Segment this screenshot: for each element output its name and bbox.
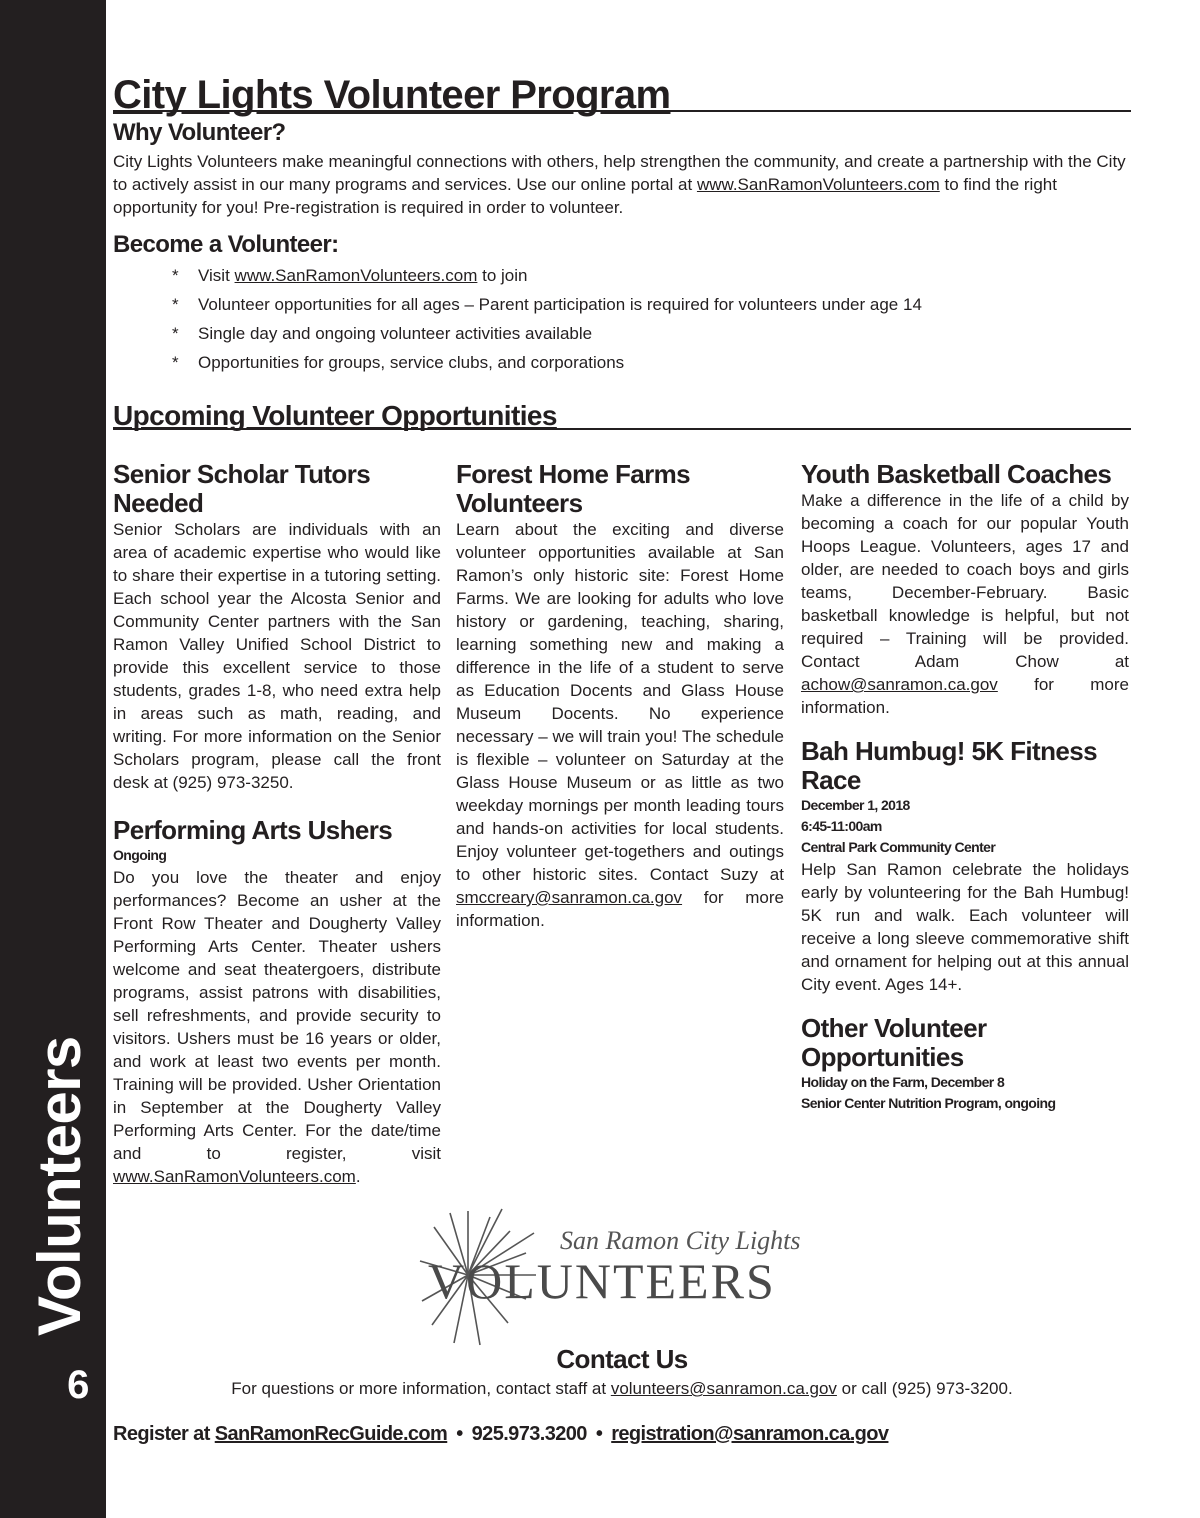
list-item: * Single day and ongoing volunteer activities available	[172, 324, 593, 343]
list-item: * Visit www.SanRamonVolunteers.com to join	[172, 266, 528, 285]
ushers-text: Do you love the theater and enjoy performances? Become an usher at the Front Row Theater and Dougherty Valley Performing Arts Center. Theater ushers welcome and seat theatergoers, distribute programs, assist patrons with disabilities, sell refreshments, and provide security to visitors. Ushers must be 16 years or older, and work at least two events per month. Training will be provided. Usher Orientation in September at the Dougherty Valley Performing Arts Center. For the date/time and to register, visit www.SanRamonVolunteers.com.	[113, 868, 441, 1186]
other-opportunity-item: Senior Center Nutrition Program, ongoing	[801, 1095, 1056, 1111]
senior-scholar-text: Senior Scholars are individuals with an area of academic expertise who would like to share their expertise in a tutoring setting. Each school year the Alcosta Senior and Community Center partners with the San Ramon Valley Unified School District to provide this excellent service to those students, grades 1-8, who need extra help in areas such as math, reading, and writing. For more information on the Senior Scholars program, please call the front desk at (925) 973-3250.	[113, 520, 441, 792]
volunteers-portal-link[interactable]: www.SanRamonVolunteers.com	[696, 175, 940, 194]
side-bar	[0, 0, 106, 1518]
join-link[interactable]: www.SanRamonVolunteers.com	[234, 266, 478, 285]
bah-humbug-time: 6:45-11:00am	[801, 818, 882, 834]
column-middle	[456, 460, 784, 932]
footer-register-line: Register at SanRamonRecGuide.com • 925.973.3200 • registration@sanramon.ca.gov	[113, 1423, 889, 1445]
senior-scholar-heading: Senior Scholar Tutors Needed	[113, 459, 371, 518]
bah-humbug-text: Help San Ramon celebrate the holidays early by volunteering for the Bah Humbug! 5K run and walk. Each volunteer will receive a long sleeve commemorative shift and ornament for helping out at this annual City event. Ages 14+.	[801, 860, 1129, 994]
other-opportunities-heading: Other Volunteer Opportunities	[801, 1013, 987, 1072]
list-item: * Opportunities for groups, service clubs, and corporations	[172, 353, 625, 372]
youth-basketball-heading: Youth Basketball Coaches	[801, 459, 1112, 489]
ushers-subtitle: Ongoing	[113, 847, 167, 863]
page-number: 6	[67, 1363, 89, 1407]
upcoming-opportunities-title: Upcoming Volunteer Opportunities	[113, 396, 1131, 430]
page-title: City Lights Volunteer Program	[113, 66, 1131, 112]
contact-us-text: For questions or more information, contact staff at volunteers@sanramon.ca.gov or call (925) 973-3200.	[231, 1379, 1013, 1398]
become-volunteer-list	[172, 261, 1072, 377]
youth-basketball-text: Make a difference in the life of a child by becoming a coach for our popular Youth Hoops League. Volunteers, ages 17 and older, are needed to coach boys and girls teams, December-February. Basic basketball knowledge is helpful, but not required – Training will be provided. Contact Adam Chow at achow@sanramon.ca.gov for more information.	[801, 491, 1129, 717]
contact-us-heading: Contact Us	[556, 1344, 688, 1374]
footer-phone: 925.973.3200	[471, 1423, 587, 1445]
bah-humbug-date: December 1, 2018	[801, 797, 910, 813]
registration-email-link[interactable]: registration@sanramon.ca.gov	[611, 1423, 889, 1445]
bah-humbug-location: Central Park Community Center	[801, 839, 996, 855]
list-item: * Volunteer opportunities for all ages – Parent participation is required for volunteers under age 14	[172, 295, 922, 314]
forest-home-text: Learn about the exciting and diverse volunteer opportunities available at San Ramon’s only historic site: Forest Home Farms. We are looking for adults who love history or gardening, teaching, sharing, learning something new and making a difference in the life of a student to serve as Education Docents and Glass House Museum Docents. No experience necessary – we will train you! The schedule is flexible – volunteer on Saturday at the Glass House Museum or as little as two weekday mornings per month leading tours and hands-on activities for local students. Enjoy volunteer get-togethers and outings to other historic sites. Contact Suzy at smccreary@sanramon.ca.gov for more information.	[456, 520, 784, 930]
become-volunteer-heading: Become a Volunteer:	[113, 231, 339, 258]
why-volunteer-text: City Lights Volunteers make meaningful connections with others, help strengthen the community, and create a partnership with the City to actively assist in our many programs and services. Use our online portal at www.SanRamonVolunteers.com to find the right opportunity for you! Pre-registration is required in order to volunteer.	[113, 152, 1126, 217]
ushers-heading: Performing Arts Ushers	[113, 815, 393, 845]
svg-text:San Ramon City Lights: San Ramon City Lights	[560, 1226, 801, 1255]
volunteers-email-link[interactable]: volunteers@sanramon.ca.gov	[610, 1379, 837, 1398]
svg-text:VOLUNTEERS: VOLUNTEERS	[428, 1253, 776, 1309]
city-lights-volunteers-logo	[418, 1205, 818, 1355]
forest-home-heading: Forest Home Farms Volunteers	[456, 459, 690, 518]
column-right	[801, 460, 1129, 1114]
sidebar-section-label: Volunteers	[26, 1036, 93, 1336]
bah-humbug-heading: Bah Humbug! 5K Fitness Race	[801, 736, 1097, 795]
why-volunteer-heading: Why Volunteer?	[113, 119, 286, 146]
other-opportunity-item: Holiday on the Farm, December 8	[801, 1074, 1005, 1090]
adam-email-link[interactable]: achow@sanramon.ca.gov	[801, 675, 998, 694]
column-left	[113, 460, 441, 1188]
rec-guide-link[interactable]: SanRamonRecGuide.com	[214, 1423, 448, 1445]
suzy-email-link[interactable]: smccreary@sanramon.ca.gov	[456, 888, 683, 907]
ushers-register-link[interactable]: www.SanRamonVolunteers.com	[113, 1167, 356, 1186]
